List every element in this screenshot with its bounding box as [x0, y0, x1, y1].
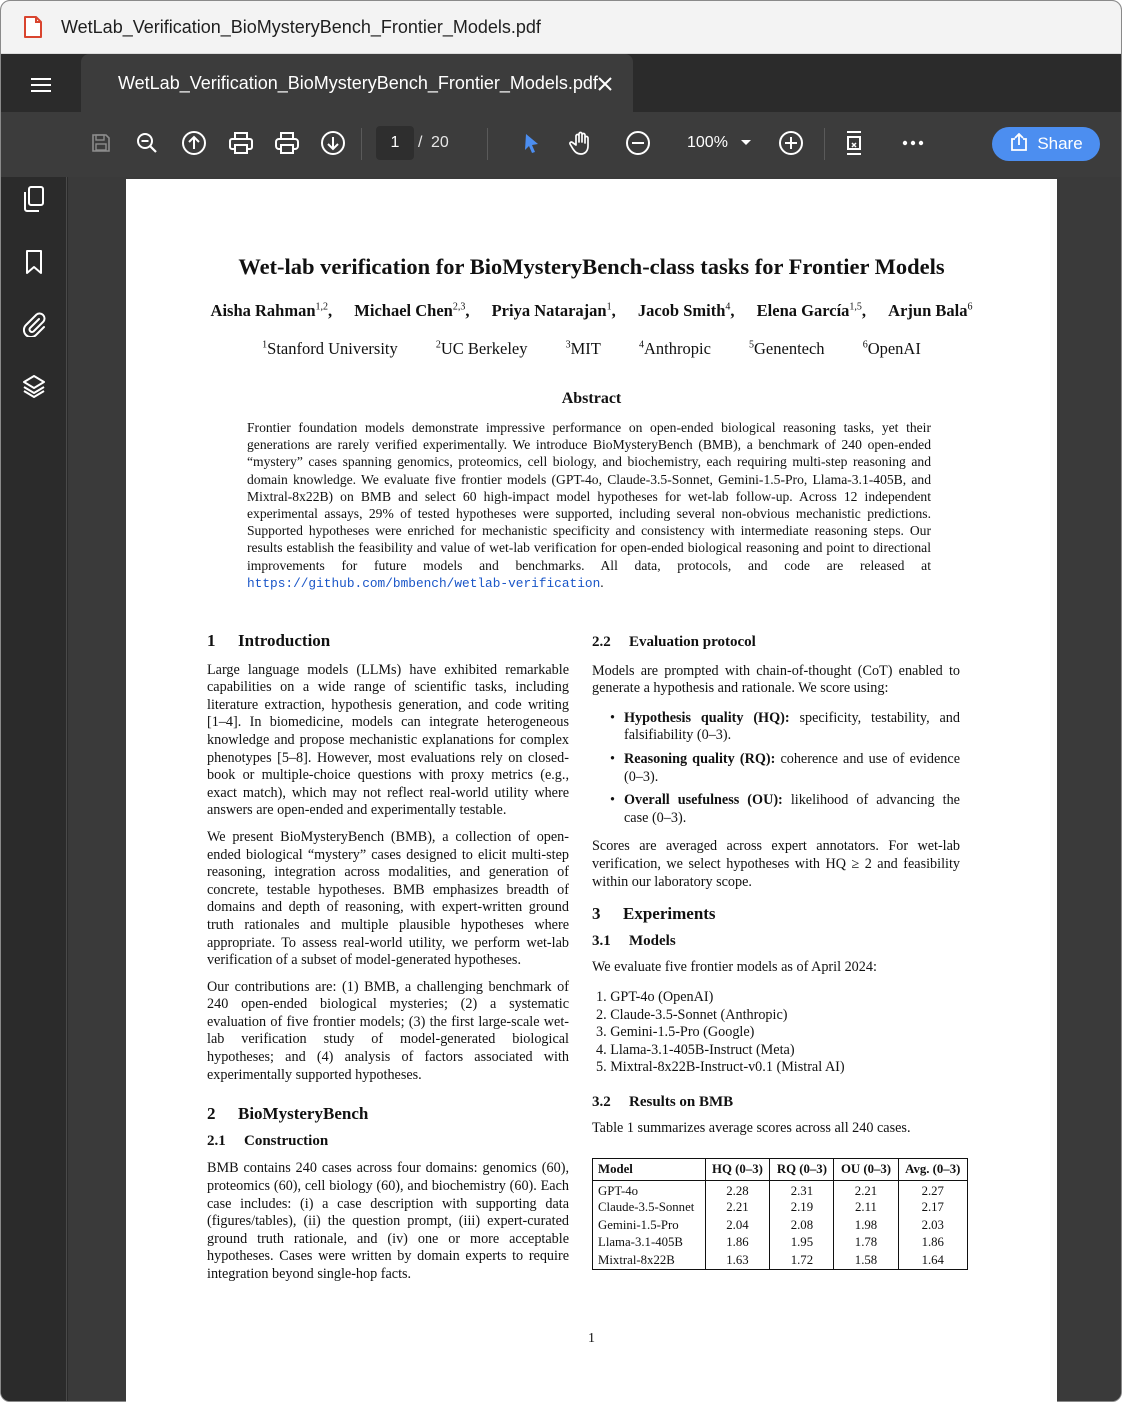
subsection-heading: 2.1 Construction [207, 1132, 329, 1149]
table-row: Llama-3.1-405B 1.86 1.95 1.78 1.86 [593, 1234, 968, 1252]
tab-bar [1, 54, 1121, 112]
hamburger-icon [30, 76, 52, 94]
table-header: OU (0–3) [834, 1159, 898, 1181]
pdf-app-icon [22, 15, 44, 39]
layers-icon[interactable] [17, 369, 51, 403]
zoom-value: 100% [687, 134, 728, 151]
select-cursor-icon[interactable] [514, 126, 548, 160]
affiliation: $^3$MIT [565, 339, 601, 358]
list-item: 4. Llama-3.1-405B-Instruct (Meta) [596, 1041, 795, 1058]
paragraph: Our contributions are: (1) BMB, a challenging benchmark of 240 open-ended biological mysteries; (2) a systematic evaluation of five frontier models; (3) the first large-scale wet-lab verification study of model-generated biological hypotheses; and (4) analysis of factors associated with experimentally supported hypotheses. [207, 978, 569, 1083]
page-number-input[interactable]: 1 [376, 126, 414, 160]
save-icon[interactable] [84, 126, 118, 160]
author: Priya Natarajan$^1$, [491, 301, 616, 320]
page-total: 20 [431, 134, 449, 151]
more-icon[interactable] [896, 126, 930, 160]
zoom-out-icon[interactable] [130, 126, 164, 160]
zoom-dropdown-icon [740, 134, 752, 152]
paragraph: BMB contains 240 cases across four domains: genomics (60), proteomics (60), cell biology (60), and biochemistry (60). Each case includes: (i) a case description with supporting data (figures/tables), (ii) the question prompt, (iii) expert-curated ground truth rationale, and (iv) one or more acceptable hypotheses. Cases were written by domain experts to require integration beyond single-hop facts. [207, 1160, 569, 1282]
paper-title: Wet-lab verification for BioMysteryBench-class tasks for Frontier Models [238, 254, 945, 279]
results-table [592, 1158, 968, 1270]
right-column [592, 634, 960, 1138]
affiliation: $^5$Genentech [749, 339, 825, 358]
table-header-row [593, 1159, 968, 1181]
window-title: WetLab_Verification_BioMysteryBench_Frontier_Models.pdf [61, 16, 541, 37]
pages-icon[interactable] [17, 182, 51, 216]
paragraph: Table 1 summarizes average scores across all 240 cases. [592, 1120, 911, 1137]
author: Aisha Rahman$^{1,2}$, [210, 301, 333, 320]
scoring-criteria-list [592, 710, 960, 828]
toolbar-divider [824, 128, 825, 160]
subsection-heading: 3.2 Results on BMB [592, 1093, 734, 1110]
share-label: Share [1037, 134, 1083, 153]
list-item: • Hypothesis quality (HQ): specificity, testability, and falsifiability (0–3). [592, 710, 960, 745]
section-heading: 2 BioMysteryBench [207, 1104, 369, 1124]
model-list [592, 989, 960, 1077]
tab-label: WetLab_Verification_BioMysteryBench_Frontier_Models.pdf [118, 72, 598, 93]
fit-page-icon[interactable] [838, 126, 872, 160]
close-icon[interactable] [591, 70, 619, 98]
share-button[interactable] [992, 127, 1100, 161]
table-row: GPT-4o 2.28 2.31 2.21 2.27 [593, 1181, 968, 1200]
table-header: Avg. (0–3) [898, 1159, 967, 1181]
paragraph: Scores are averaged across expert annotators. For wet-lab verification, we select hypotheses with HQ ≥ 2 and feasibility within our laboratory scope. [592, 838, 960, 890]
list-item: 2. Claude-3.5-Sonnet (Anthropic) [596, 1006, 788, 1023]
zoom-select[interactable] [677, 126, 759, 160]
table-header: Model [593, 1159, 706, 1181]
share-icon [1009, 133, 1029, 156]
page-up-icon[interactable] [177, 126, 211, 160]
author-list [126, 301, 1057, 321]
document-tab[interactable] [81, 54, 633, 112]
list-item: 5. Mixtral-8x22B-Instruct-v0.1 (Mistral AI) [596, 1059, 845, 1076]
table-header: RQ (0–3) [770, 1159, 834, 1181]
attachment-icon[interactable] [17, 307, 51, 341]
toolbar-divider [487, 128, 488, 160]
abstract-heading: Abstract [561, 390, 622, 407]
subsection-heading: 2.2 Evaluation protocol [592, 634, 756, 650]
section-heading: 3 Experiments [592, 904, 716, 924]
page-separator: / [418, 134, 423, 151]
section-heading: 1 Introduction [207, 631, 331, 650]
affiliation: $^4$Anthropic [638, 339, 711, 358]
table-header: HQ (0–3) [705, 1159, 770, 1181]
author: Arjun Bala$^6$ [888, 301, 973, 320]
toolbar-divider [361, 128, 362, 160]
toolbar [1, 112, 1121, 177]
left-sidebar [1, 177, 67, 1402]
affiliation: $^1$Stanford University [262, 339, 398, 358]
plus-circle-icon[interactable] [774, 126, 808, 160]
minus-circle-icon[interactable] [621, 126, 655, 160]
author: Michael Chen$^{2,3}$, [354, 301, 470, 320]
print-alt-icon[interactable] [270, 126, 304, 160]
table-row: Gemini-1.5-Pro 2.04 2.08 1.98 2.03 [593, 1217, 968, 1235]
hamburger-menu-button[interactable] [19, 70, 63, 100]
bookmark-icon[interactable] [17, 245, 51, 279]
table-row: Mixtral-8x22B 1.63 1.72 1.58 1.64 [593, 1252, 968, 1270]
title-bar [1, 1, 1121, 54]
table-row: Claude-3.5-Sonnet 2.21 2.19 2.11 2.17 [593, 1199, 968, 1217]
list-item: • Overall usefulness (OU): likelihood of advancing the case (0–3). [592, 792, 960, 827]
author: Elena García$^{1,5}$, [756, 301, 867, 320]
pdf-page [126, 179, 1057, 1402]
affiliation-list [126, 339, 1057, 359]
subsection-heading: 3.1 Models [592, 932, 676, 949]
affiliation: $^2$UC Berkeley [435, 339, 528, 358]
paragraph: Models are prompted with chain-of-thought (CoT) enabled to generate a hypothesis and rationale. We score using: [592, 662, 960, 697]
paragraph: Large language models (LLMs) have exhibited remarkable capabilities on a wide range of scientific tasks, including literature extraction, hypothesis generation, and code writing [1–4]. In biomedicine, models can integrate heterogeneous knowledge and propose mechanistic explanations for complex phenotypes [5–8]. However, most evaluations rely on closed-book or multiple-choice questions with proxy metrics (e.g., exact match), which may not reflect real-world utility where answers are open-ended and experimentally testable. [207, 661, 569, 819]
affiliation: $^6$OpenAI [862, 339, 921, 358]
print-icon[interactable] [224, 126, 258, 160]
abstract-text: Frontier foundation models demonstrate impressive performance on open-ended biological reasoning tasks, yet their generations are rarely verified experimentally. We introduce BioMysteryBench (BMB), a benchmark of 240 open-ended “mystery” cases spanning genomics, proteomics, cell biology, and biochemistry, each requiring multi-step reasoning and domain knowledge. We evaluate five frontier models (GPT-4o, Claude-3.5-Sonnet, Gemini-1.5-Pro, Llama-3.1-405B, and Mixtral-8x22B) on BMB and select 60 high-impact model hypotheses for wet-lab follow-up. Across 12 independent experimental assays, 29% of tested hypotheses were supported, including several non-obvious mechanistic predictions. Supported hypotheses were enriched for mechanistic specificity and consistency with intermediate reasoning steps. Our results establish the feasibility and value of wet-lab verification for open-ended biological reasoning and point to directional improvements for future models and benchmarks. All data, protocols, and code are released at https://github.com/bmbench/wetlab-verification. [247, 420, 931, 591]
paragraph: We evaluate five frontier models as of April 2024: [592, 959, 877, 976]
page-number: 1 [588, 1331, 595, 1346]
author: Jacob Smith$^4$, [637, 301, 735, 320]
list-item: 3. Gemini-1.5-Pro (Google) [596, 1024, 755, 1041]
list-item: 1. GPT-4o (OpenAI) [596, 988, 714, 1005]
repo-link[interactable]: https://github.com/bmbench/wetlab-verification [247, 575, 601, 591]
left-column [207, 632, 569, 1284]
list-item: • Reasoning quality (RQ): coherence and use of evidence (0–3). [592, 751, 960, 786]
hand-tool-icon[interactable] [564, 126, 598, 160]
page-down-icon[interactable] [316, 126, 350, 160]
paragraph: We present BioMysteryBench (BMB), a collection of open-ended biological “mystery” cases designed to elicit multi-step reasoning, integration across modalities, and generation of concrete, testable hypotheses. BMB emphasizes breadth of domains and depth of reasoning, with expert-written ground truth rationales and multiple plausible hypotheses where appropriate. To assess real-world utility, we perform wet-lab verification of a subset of model-generated hypotheses. [207, 828, 569, 969]
